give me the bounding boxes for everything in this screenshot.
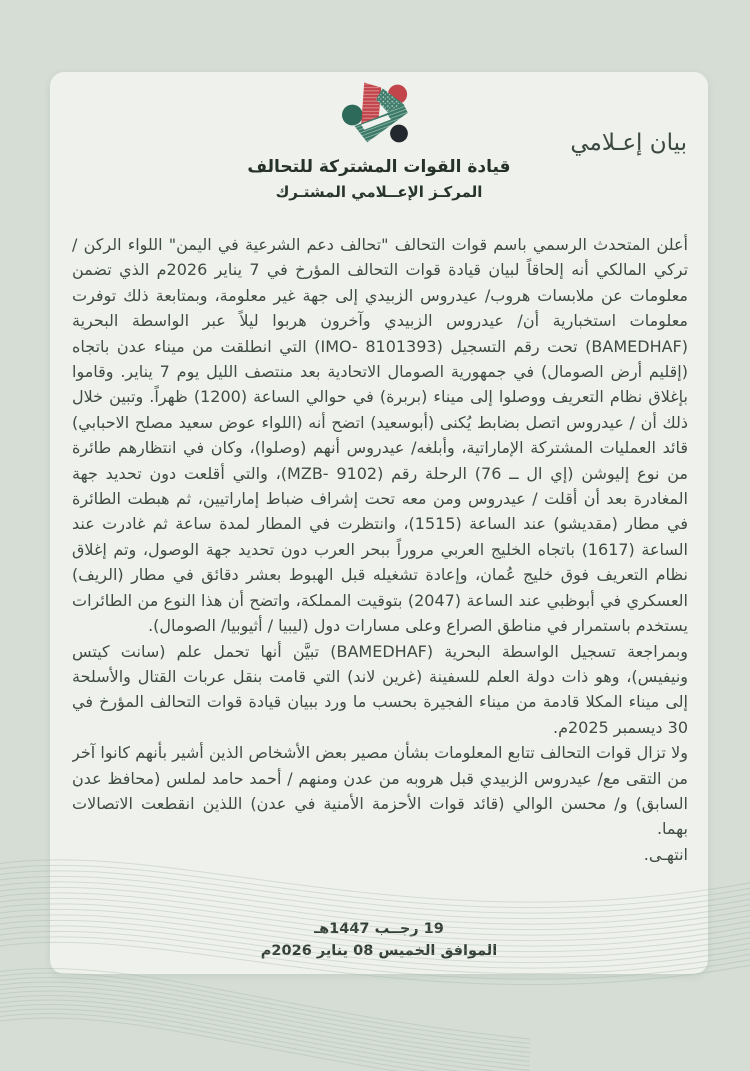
statement-card bbox=[50, 72, 708, 974]
statement-body bbox=[72, 232, 688, 914]
statement-paragraph-1: أعلن المتحدث الرسمي باسم قوات التحالف "تحالف دعم الشرعية في اليمن" اللواء الركن / تركي المالكي أنه إلحاقاً لبيان قيادة قوات التحالف المؤرخ في 7 يناير 2026م الذي تضمن معلومات عن ملابسات هروب/ عيدروس الزبيدي إلى جهة غير معلومة، وبمتابعة ذلك توفرت معلومات استخبارية أن/ عيدروس الزبيدي وآخرون هربوا ليلاً عبر الواسطة البحرية (BAMEDHAF) تحت رقم التسجيل (IMO- 8101393) التي انطلقت من ميناء عدن باتجاه (إقليم أرض الصومال) في جمهورية الصومال الاتحادية بعد منتصف الليل يوم 7 يناير. وقاموا بإغلاق نظام التعريف ووصلوا إلى ميناء (بربرة) في حوالي الساعة (1200) ظهراً. وتبين خلال ذلك أن / عيدروس اتصل بضابط يُكنى (أبوسعيد) اتضح أنه (اللواء عوض سعيد مصلح الاحبابي) قائد العمليات المشتركة الإماراتية، وأبلغه/ عيدروس أنهم (وصلوا)، وكان في انتظارهم طائرة من نوع إليوشن (إي ال ــ 76) الرحلة رقم (MZB- 9102)، والتي أقلعت دون تحديد جهة المغادرة بعد أن أقلت / عيدروس ومن معه تحت إشراف ضباط إماراتيين، ثم هبطت الطائرة في مطار (مقديشو) عند الساعة (1515)، وانتظرت في المطار لمدة ساعة ثم غادرت عند الساعة (1617) باتجاه الخليج العربي مروراً ببحر العرب دون تحديد جهة الوصول، وتم إغلاق نظام التعريف فوق خليج عُمان، وإعادة تشغيله قبل الهبوط بعشر دقائق في مطار (الريف) العسكري في أبوظبي عند الساعة (2047) بتوقيت المملكة، واتضح أن هذا النوع من الطائرات يستخدم باستمرار في مناطق الصراع وعلى مسارات دول (ليبيا / أثيوبيا/ الصومال). bbox=[72, 235, 688, 636]
statement-header bbox=[50, 78, 708, 218]
date-gregorian: الموافق الخميس 08 يناير 2026م bbox=[260, 943, 498, 959]
date-hijri: 19 رجــب 1447هـ bbox=[314, 921, 444, 937]
statement-end-marker: انتهـى. bbox=[643, 844, 688, 864]
statement-date-block bbox=[50, 918, 708, 962]
statement-paragraph-3: ولا تزال قوات التحالف تتابع المعلومات بشأن مصير بعض الأشخاص الذين أشير بأنهم كانوا آخر من التقى مع/ عيدروس الزبيدي قبل هروبه من عدن ومنهم / أحمد حامد لملس (محافظ عدن السابق) و/ محسن الوالي (قائد قوات الأحزمة الأمنية في عدن) اللذين انقطعت الاتصالات بهما. bbox=[72, 743, 688, 839]
statement-paragraph-2: وبمراجعة تسجيل الواسطة البحرية (BAMEDHAF) تبيَّن أنها تحمل علم (سانت كيتس ونيفيس)، وهو ذات دولة العلم للسفينة (غرين لاند) التي قامت بنقل عربات القتال والأسلحة إلى ميناء المكلا قادمة من ميناء الفجيرة بحسب ما ورد ببيان قيادة قوات التحالف المؤرخ في 30 ديسمبر 2025م. bbox=[72, 641, 688, 737]
org-subtitle: المركـز الإعــلامي المشتـرك bbox=[275, 182, 483, 201]
coalition-emblem-icon bbox=[342, 78, 416, 152]
statement-type-title: بيان إعـلامي bbox=[570, 130, 687, 156]
org-title: قيادة القوات المشتركة للتحالف bbox=[247, 157, 511, 177]
